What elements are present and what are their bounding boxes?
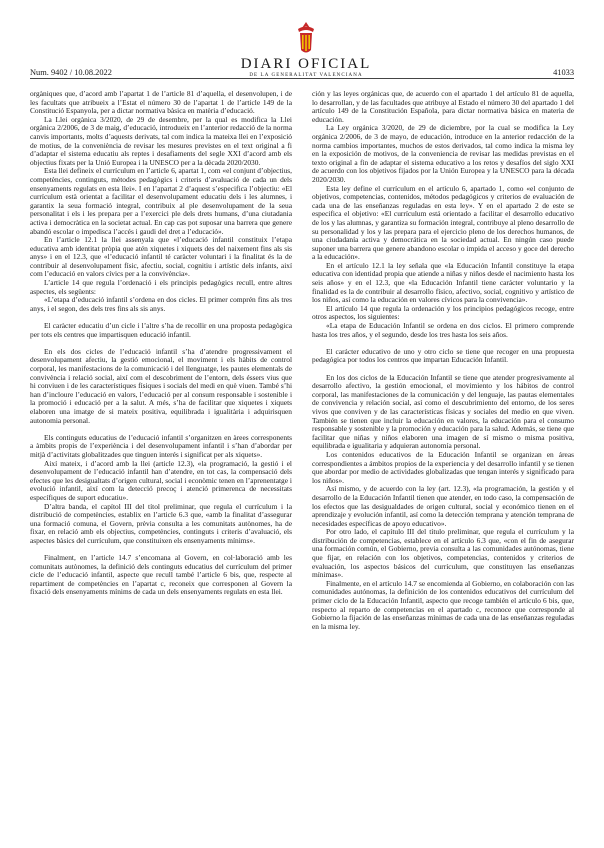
paragraph: La Llei orgànica 3/2020, de 29 de desembre, per la qual es modifica la Llei orgànica 2/2006, de 3 de maig, d’educació, introdueix en l’anterior redacció de la norma canvis importants, molts d’aquests derivats, tal com indica la mateixa llei en l’exposició de motius, de la conveniència de revisar les mesures previstes en el text original a fi d’adaptar el sistema educatiu als reptes i desafiaments del segle XXI d’acord amb els objectius fixats per la Unió Europea i la UNESCO per a la dècada 2020/2030.	[30, 114, 292, 167]
paragraph: El artículo 14 que regula la ordenación y los principios pedagógicos recoge, entre otros aspectos, los siguientes:	[312, 303, 574, 322]
paragraph: En los dos ciclos de la Educación Infantil se tiene que atender progresivamente al desarrollo afectivo, la gestión emocional, el movimiento y los hábitos de control corporal, las manifestaciones de la comunicación y del lenguaje, las pautas elementales de convivencia y relación social, así como el descubrimiento del entorno, de los seres vivos que conviven y de las características físicas y sociales del medio en que viven. También se tienen que incluir la educación en valores, la educación para el consumo responsable y sostenible y la promoción y educación para la salud. Además, se tiene que facilitar que niñas y niños elaboren una imagen de sí mismo o misma positiva, equilibrada e igualitaria y adquieran autonomía personal.	[312, 372, 574, 451]
journal-subtitle: DE LA GENERALITAT VALENCIANA	[249, 73, 363, 78]
paragraph: D’altra banda, el capítol III del títol preliminar, que regula el currículum i la distribució de competències, establix en l’article 6.3 que, «amb la finalitat d’assegurar una formació comuna, el Govern, prèvia consulta a les comunitats autònomes, ha de fixar, en relació amb els objectius, competències, continguts i criteris d’avaluació, els aspectes bàsics del currículum, que constituixen els ensenyaments mínims».	[30, 501, 292, 545]
issue-number: Num. 9402 / 10.08.2022	[30, 68, 112, 77]
paragraph: «L’etapa d’educació infantil s’ordena en dos cicles. El primer comprén fins als tres anys, i el segon, des dels tres fins als sis anys.	[30, 295, 292, 313]
paragraph: Los contenidos educativos de la Educación Infantil se organizan en áreas correspondientes a ámbitos propios de la experiencia y del desarrollo infantil y se tienen que abordar por medio de actividades globalizadas que tengan interés y significado para los niños».	[312, 449, 574, 485]
page-header	[30, 20, 574, 80]
paragraph: Así mismo, y de acuerdo con la ley (art. 12.3), «la programación, la gestión y el desarrollo de la Educación Infantil tienen que atender, en todo caso, la compensación de los efectos que las desigualdades de origen cultural, social y económico tienen en el aprendizaje y evolución infantil, así como la detección temprana y atención temprana de necesidades específicas de apoyo educativo».	[312, 484, 574, 528]
paragraph: ción y las leyes orgánicas que, de acuerdo con el apartado 1 del artículo 81 de aquella, lo desarrollan, y de las facultades que atribuye al Estado el número 30 del apartado 1 del artículo 149 de la Constitución Española, para dictar normativa básica en materia de educación.	[312, 90, 574, 124]
paragraph: En l’article 12.1 la llei assenyala que «l’educació infantil constituix l’etapa educativa amb identitat pròpia que atén xiquetes i xiquets des del naixement fins als sis anys» i en el 12.3, que «l’educació infantil té caràcter voluntari i la finalitat és la de contribuir al desenvolupament físic, afectiu, social, cognitiu i artístic dels infants, així com l’educació en valors cívics per a la convivència».	[30, 235, 292, 279]
paragraph: «La etapa de Educación Infantil se ordena en dos ciclos. El primero comprende hasta los tres años, y el segundo, desde los tres hasta los seis años.	[312, 321, 574, 339]
valencian-text-column	[30, 90, 292, 834]
paragraph: L’article 14 que regula l’ordenació i els principis pedagògics recull, entre altres aspectes, els següents:	[30, 278, 292, 296]
paragraph: orgàniques que, d’acord amb l’apartat 1 de l’article 81 d’aquella, el desenvolupen, i de les facultats que atribueix a l’Estat el número 30 de l’apartat 1 de l’article 149 de la Constitució Espanyola, per a dictar normativa bàsica en matèria d’educació.	[30, 90, 292, 116]
masthead	[226, 56, 386, 79]
generalitat-crest-icon	[276, 20, 336, 60]
paragraph: Finalmente, en el artículo 14.7 se encomienda al Gobierno, en colaboración con las comunidades autónomas, la definición de los contenidos educativos del currículum del primer ciclo de la Educación Infantil, aspecto que recoge también el artículo 6 bis, que, respecto al reparto de competencias en el apartado c, reconoce que corresponde al Gobierno la fijación de las enseñanzas mínimas de cada una de las enseñanzas reguladas en la misma ley.	[312, 578, 574, 631]
journal-title: DIARI OFICIAL	[240, 56, 372, 72]
spanish-text-column	[312, 90, 574, 834]
paragraph: Els continguts educatius de l’educació infantil s’organitzen en àrees corresponents a àmbits propis de l’experiència i del desenvolupament infantil i s’han d’abordar per mitjà d’activitats globalitzades que tinguen interés i significat per als xiquets».	[30, 432, 292, 459]
paragraph: Així mateix, i d’acord amb la llei (article 12.3), «la programació, la gestió i el desenvolupament de l’educació infantil han d’atendre, en tot cas, la compensació dels efectes que les desigualtats d’origen cultural, social i econòmic tenen en l’aprenentatge i evolució infantil, així com la detecció precoç i atenció primerenca de necessitats específiques de suport educatiu».	[30, 458, 292, 502]
paragraph: Por otro lado, el capítulo III del título preliminar, que regula el currículum y la distribución de competencias, establece en el artículo 6.3 que, «con el fin de asegurar una formación común, el Gobierno, previa consulta a las comunidades autónomas, tiene que fijar, en relación con los objetivos, competencias, contenidos y criterios de evaluación, los aspectos básicos del currículum, que constituyen las enseñanzas mínimas».	[312, 527, 574, 580]
paragraph: El caràcter educatiu d’un cicle i l’altre s’ha de recollir en una proposta pedagògica per tots els centres que impartisquen educació infantil.	[30, 321, 292, 339]
page-number: 41033	[553, 68, 574, 77]
paragraph: El carácter educativo de uno y otro ciclo se tiene que recoger en una propuesta pedagógica por todos los centros que impartan Educación Infantil.	[312, 346, 574, 365]
paragraph: La Ley orgánica 3/2020, de 29 de diciembre, por la cual se modifica la Ley orgánica 2/2006, de 3 de mayo, de educación, introduce en la anterior redacción de la norma cambios importantes, muchos de estos derivados, tal como indica la misma ley en la exposición de motivos, de la conveniencia de revisar las medidas previstas en el texto original a fin de adaptar el sistema educativo a los retos y desafíos del siglo XXI de acuerdo con los objetivos fijados por la Unión Europea y la UNESCO para la década 2020/2030.	[312, 123, 574, 184]
paragraph: Esta llei defineix el currículum en l’article 6, apartat 1, com «el conjunt d’objectius, competències, continguts, mètodes pedagògics i criteris d’avaluació de cada un dels ensenyaments regulats en esta llei». I en l’apartat 2 d’aquest s’especifica l’objectiu: «El currículum està orientat a facilitar el desenvolupament educatiu dels i les alumnes, i garantix la seua formació integral, contribuix al ple desenvolupament de la seua personalitat i els i les prepara per a l’exercici ple dels drets humans, d’una ciutadania activa i democràtica en la societat actual. En cap cas pot suposar una barrera que genere abandó escolar o impedisca l’accés i gaudi del dret a l’educació».	[30, 166, 292, 236]
paragraph: En els dos cicles de l’educació infantil s’ha d’atendre progressivament el desenvolupament afectiu, la gestió emocional, el moviment i els hàbits de control corporal, les manifestacions de la comunicació i del llenguatge, les pautes elementals de convivència i relació social, així com el descobriment de l’entorn, dels éssers vius que hi conviuen i de les característiques físiques i socials del medi en què viuen. També s’hi han d’incloure l’educació en valors, l’educació per al consum responsable i sostenible i la promoció i educació per a la salut. A més, s’ha de facilitar que xiquetes i xiquets elaboren una imatge de si mateix positiva, equilibrada i igualitària i adquirisquen autonomia personal.	[30, 346, 292, 425]
paragraph: Finalment, en l’article 14.7 s’encomana al Govern, en col·laboració amb les comunitats autònomes, la definició dels continguts educatius del currículum del primer cicle de l’educació infantil, aspecte que recull també l’article 6 bis, que, respecte al repartiment de competències en l’apartat c, reconeix que corresponen al Govern la fixació dels ensenyaments mínims de cada un dels ensenyaments regulats en esta llei.	[30, 553, 292, 597]
header-divider	[30, 78, 574, 79]
paragraph: Esta ley define el currículum en el artículo 6, apartado 1, como «el conjunto de objetivos, competencias, contenidos, métodos pedagógicos y criterios de evaluación de cada una de las enseñanzas reguladas en esta ley». Y en el apartado 2 de este se especifica el objetivo: «El currículum está orientado a facilitar el desarrollo educativo de los y las alumnas, y garantiza su formación integral, contribuye al pleno desarrollo de su personalidad y los y las prepara para el ejercicio pleno de los derechos humanos, de una ciudadanía activa y democrática en la sociedad actual. En ningún caso puede suponer una barrera que genere abandono escolar o impida el acceso y goce del derecho a la educación».	[312, 183, 574, 262]
paragraph: En el artículo 12.1 la ley señala que «la Educación Infantil constituye la etapa educativa con identidad propia que atiende a niñas y niños desde el nacimiento hasta los seis años» y en el 12.3, que «la Educación Infantil tiene carácter voluntario y la finalidad es la de contribuir al desarrollo físico, afectivo, social, cognitivo y artístico de los niños, así como la educación en valores cívicos para la convivencia».	[312, 260, 574, 305]
